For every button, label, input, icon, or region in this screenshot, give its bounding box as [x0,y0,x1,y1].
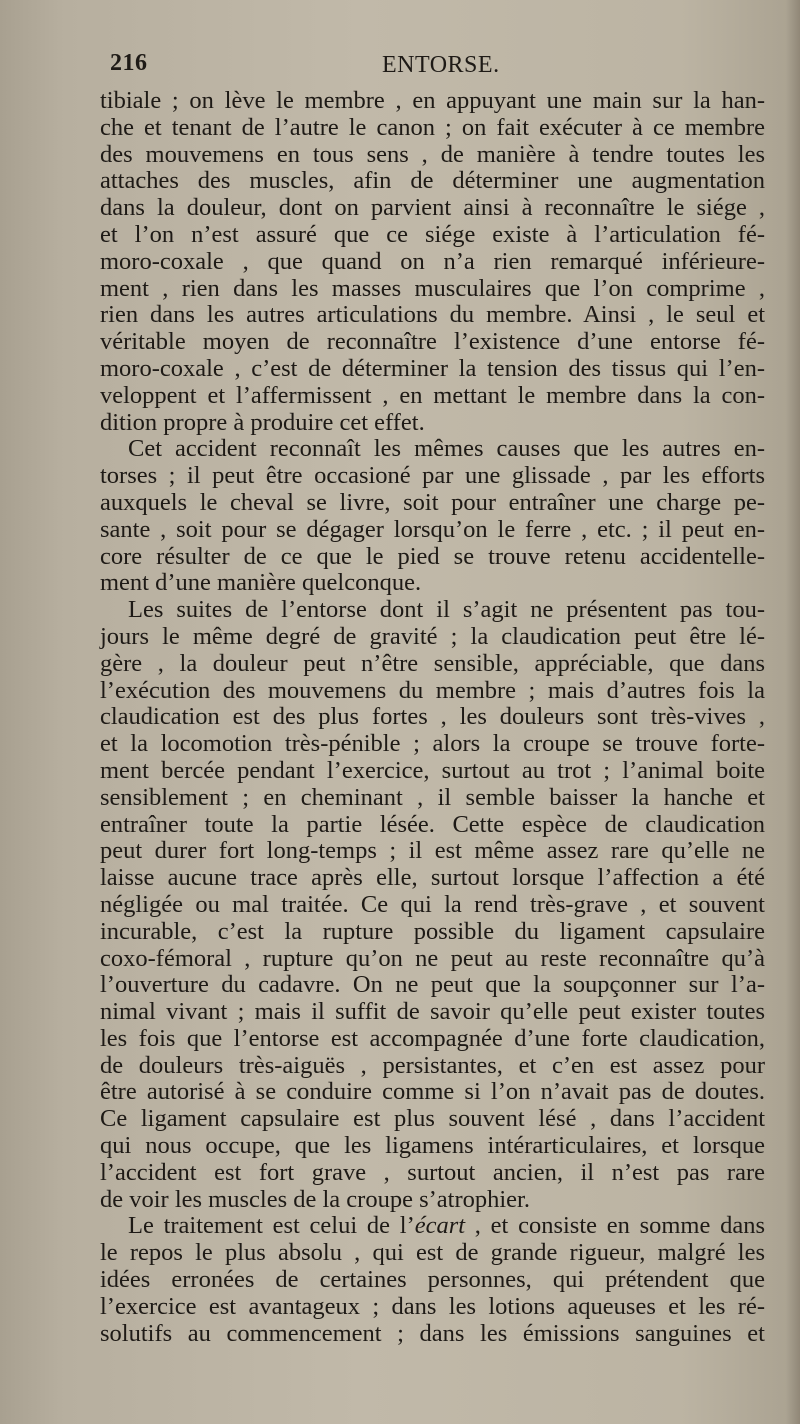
text-line: Le traitement est celui de l’écart , et consiste en somme dans [128,1212,766,1240]
text-line: jours le même degré de gravité ; la claudication peut être lé- [100,622,765,650]
text-line: Ce ligament capsulaire est plus souvent lésé , dans l’accident [100,1105,765,1133]
text-line: che et tenant de l’autre le canon ; on fait exécuter à ce membre [100,113,765,141]
text-line: rien dans les autres articulations du membre. Ainsi , le seul et [100,301,765,329]
text-line: laisse aucune trace après elle, surtout lorsque l’affection a été [100,864,765,892]
text-line: dition propre à produire cet effet. [100,408,425,436]
text-line: les fois que l’entorse est accompagnée d’une forte claudication, [100,1024,765,1052]
text-line: Les suites de l’entorse dont il s’agit ne présentent pas tou- [128,596,765,624]
text-line: de douleurs très-aiguës , persistantes, et c’en est assez pour [100,1051,765,1079]
text-line: qui nous occupe, que les ligamens intérarticulaires, et lorsque [100,1132,765,1160]
text-line: véritable moyen de reconnaître l’existence d’une entorse fé- [100,328,765,356]
text-line: l’exercice est avantageux ; dans les lotions aqueuses et les ré- [100,1292,765,1320]
text-line: moro-coxale , c’est de déterminer la tension des tissus qui l’en- [100,354,765,382]
text-line: et l’on n’est assuré que ce siége existe à l’articulation fé- [100,220,765,248]
page-header [110,50,760,86]
text-line: des mouvemens en tous sens , de manière à tendre toutes les [100,140,765,168]
text-line: peut durer fort long-temps ; il est même assez rare qu’elle ne [100,837,765,865]
text-line: sante , soit pour se dégager lorsqu’on le ferre , etc. ; il peut en- [100,515,765,543]
text-line: l’accident est fort grave , surtout ancien, il n’est pas rare [100,1158,765,1186]
text-line: idées erronées de certaines personnes, qui prétendent que [100,1266,765,1294]
text-line: sensiblement ; en cheminant , il semble baisser la hanche et [100,783,765,811]
text-line: veloppent et l’affermissent , en mettant le membre dans la con- [100,381,765,409]
text-line: nimal vivant ; mais il suffit de savoir qu’elle peut exister toutes [100,998,765,1026]
text-line: négligée ou mal traitée. Ce qui la rend très-grave , et souvent [100,890,765,918]
text-line: de voir les muscles de la croupe s’atrophier. [100,1185,530,1213]
text-line: solutifs au commencement ; dans les émissions sanguines et [100,1319,765,1347]
text-line: moro-coxale , que quand on n’a rien remarqué inférieure- [100,247,765,275]
page-edge-shadow [786,0,800,1424]
running-head: ENTORSE. [382,52,500,78]
text-line: auxquels le cheval se livre, soit pour entraîner une charge pe- [100,488,765,516]
text-line: et la locomotion très-pénible ; alors la croupe se trouve forte- [100,730,765,758]
text-line: Cet accident reconnaît les mêmes causes que les autres en- [128,435,765,463]
text-line: torses ; il peut être occasioné par une glissade , par les efforts [100,462,765,490]
page-number: 216 [110,50,148,76]
text-line: le repos le plus absolu , qui est de grande rigueur, malgré les [100,1239,765,1267]
text-line: ment bercée pendant l’exercice, surtout au trot ; l’animal boite [100,756,765,784]
text-line: incurable, c’est la rupture possible du ligament capsulaire [100,917,765,945]
text-line: coxo-fémoral , rupture qu’on ne peut au reste reconnaître qu’à [100,944,765,972]
text-line: dans la douleur, dont on parvient ainsi à reconnaître le siége , [100,194,765,222]
text-line: ment , rien dans les masses musculaires que l’on comprime , [100,274,765,302]
text-line: être autorisé à se conduire comme si l’on n’avait pas de doutes. [100,1078,765,1106]
text-line: claudication est des plus fortes , les douleurs sont très-vives , [100,703,765,731]
text-line: attaches des muscles, afin de déterminer une augmentation [100,167,765,195]
body-text [100,88,765,1347]
text-line: core résulter de ce que le pied se trouve retenu accidentelle- [100,542,765,570]
text-line: entraîner toute la partie lésée. Cette espèce de claudication [100,810,765,838]
text-line: gère , la douleur peut n’être sensible, appréciable, que dans [100,649,765,677]
text-line: l’exécution des mouvemens du membre ; mais d’autres fois la [100,676,765,704]
text-line: tibiale ; on lève le membre , en appuyant une main sur la han- [100,87,765,114]
text-line: ment d’une manière quelconque. [100,569,422,597]
text-line: l’ouverture du cadavre. On ne peut que la soupçonner sur l’a- [100,971,765,999]
